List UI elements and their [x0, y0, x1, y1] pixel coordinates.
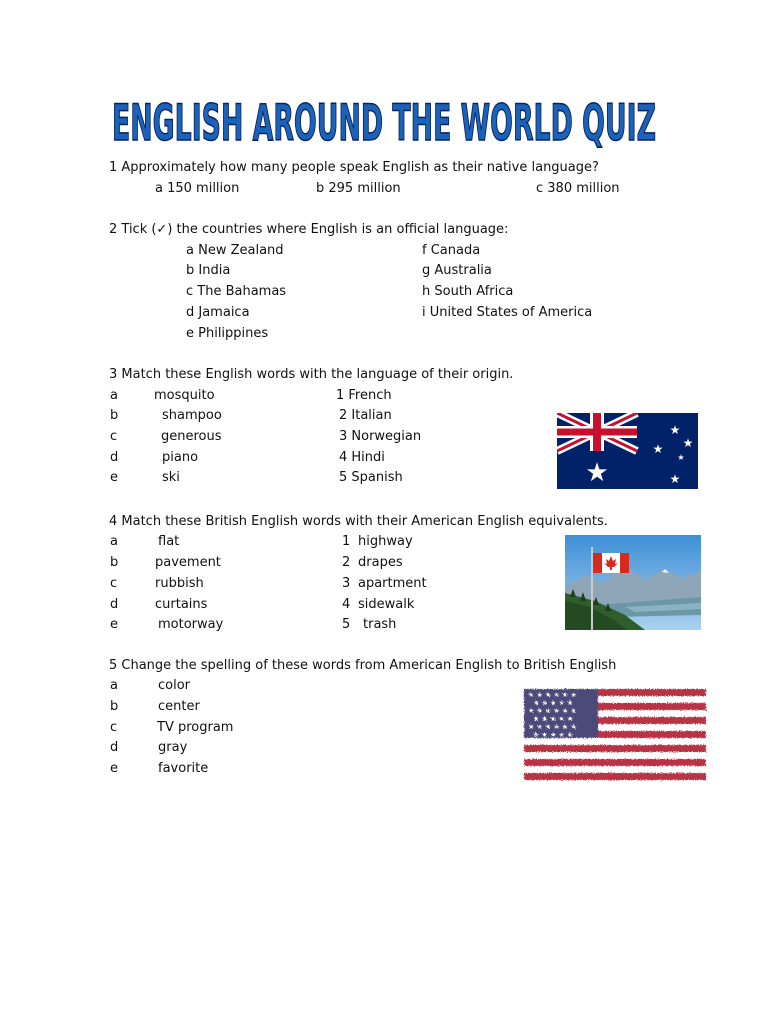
svg-text:★ ★ ★ ★ ★: ★ ★ ★ ★ ★: [533, 715, 574, 723]
svg-text:★ ★ ★ ★ ★ ★: ★ ★ ★ ★ ★ ★: [528, 691, 577, 699]
q5-letter: e: [110, 761, 118, 776]
q3-origin: 5 Spanish: [339, 470, 403, 485]
q2-option-i: i United States of America: [422, 305, 593, 320]
svg-text:★ ★ ★ ★ ★ ★: ★ ★ ★ ★ ★ ★: [528, 723, 577, 731]
q3-word: ski: [162, 470, 180, 485]
q2-option-e: e Philippines: [186, 326, 269, 341]
q2-option-b: b India: [186, 263, 231, 278]
q3-origin: 2 Italian: [339, 408, 392, 423]
svg-text:★: ★: [585, 458, 609, 488]
q5-word: TV program: [157, 720, 234, 735]
quiz-title-text: ENGLISH AROUND THE WORLD QUIZ: [112, 94, 656, 152]
q4-letter: c: [110, 576, 118, 591]
q3-origin: 1 French: [336, 388, 392, 403]
q4-word: pavement: [155, 555, 221, 570]
svg-text:★: ★: [669, 472, 681, 486]
q3-word: mosquito: [154, 388, 215, 403]
q2-option-g: g Australia: [422, 263, 492, 278]
q3-question: 3 Match these English words with the language of their origin.: [109, 367, 514, 382]
svg-text:★ ★ ★ ★ ★: ★ ★ ★ ★ ★: [533, 699, 574, 707]
svg-text:★ ★ ★ ★ ★: ★ ★ ★ ★ ★: [533, 731, 574, 739]
q1-question: 1 Approximately how many people speak English as their native language?: [109, 160, 599, 175]
q5-word: favorite: [158, 761, 209, 776]
q5-word: gray: [158, 740, 188, 755]
q1-option-b: b 295 million: [316, 181, 401, 196]
q4-american-word: sidewalk: [358, 597, 415, 612]
q4-american-word: apartment: [358, 576, 427, 591]
q5-letter: c: [110, 720, 118, 735]
q4-word: curtains: [155, 597, 208, 612]
q5-word: center: [158, 699, 200, 714]
q3-word: shampoo: [162, 408, 222, 423]
q4-american-word: drapes: [358, 555, 403, 570]
svg-text:★: ★: [682, 436, 694, 450]
svg-text:★: ★: [669, 423, 681, 437]
quiz-title: [108, 86, 660, 154]
q3-origin: 4 Hindi: [339, 450, 385, 465]
q5-letter: a: [110, 678, 118, 693]
q1-option-c: c 380 million: [536, 181, 620, 196]
q2-option-h: h South Africa: [422, 284, 514, 299]
q3-letter: c: [110, 429, 118, 444]
q4-number: 3: [342, 576, 351, 591]
usa-flag-image: [522, 687, 708, 783]
q4-letter: b: [110, 555, 119, 570]
svg-text:★: ★: [652, 442, 664, 456]
q4-number: 1: [342, 534, 351, 549]
q3-origin: 3 Norwegian: [339, 429, 422, 444]
q4-number: 2: [342, 555, 351, 570]
q3-letter: b: [110, 408, 119, 423]
q4-number: 5: [342, 617, 351, 632]
q4-letter: d: [110, 597, 119, 612]
q2-question: 2 Tick (✓) the countries where English is an official language:: [109, 222, 509, 237]
q5-letter: b: [110, 699, 119, 714]
q4-american-word: highway: [358, 534, 413, 549]
svg-text:★ ★ ★ ★ ★ ★: ★ ★ ★ ★ ★ ★: [528, 707, 577, 715]
q2-option-c: c The Bahamas: [186, 284, 287, 299]
q4-question: 4 Match these British English words with their American English equivalents.: [109, 514, 608, 529]
q4-word: motorway: [158, 617, 224, 632]
q5-question: 5 Change the spelling of these words from American English to British English: [109, 658, 617, 673]
svg-text:★: ★: [677, 453, 685, 462]
q5-letter: d: [110, 740, 119, 755]
q3-letter: e: [110, 470, 118, 485]
q4-letter: e: [110, 617, 118, 632]
q2-option-f: f Canada: [422, 243, 481, 258]
q2-option-a: a New Zealand: [186, 243, 284, 258]
q3-word: piano: [162, 450, 199, 465]
q4-letter: a: [110, 534, 118, 549]
q2-option-d: d Jamaica: [186, 305, 250, 320]
q5-word: color: [158, 678, 191, 693]
q4-number: 4: [342, 597, 351, 612]
canada-flag-photo: [565, 535, 701, 630]
q3-word: generous: [161, 429, 222, 444]
q4-american-word: trash: [363, 617, 397, 632]
q1-option-a: a 150 million: [155, 181, 240, 196]
q4-word: rubbish: [155, 576, 204, 591]
q4-word: flat: [158, 534, 180, 549]
australia-flag-image: [557, 413, 698, 489]
q3-letter: a: [110, 388, 118, 403]
q3-letter: d: [110, 450, 119, 465]
